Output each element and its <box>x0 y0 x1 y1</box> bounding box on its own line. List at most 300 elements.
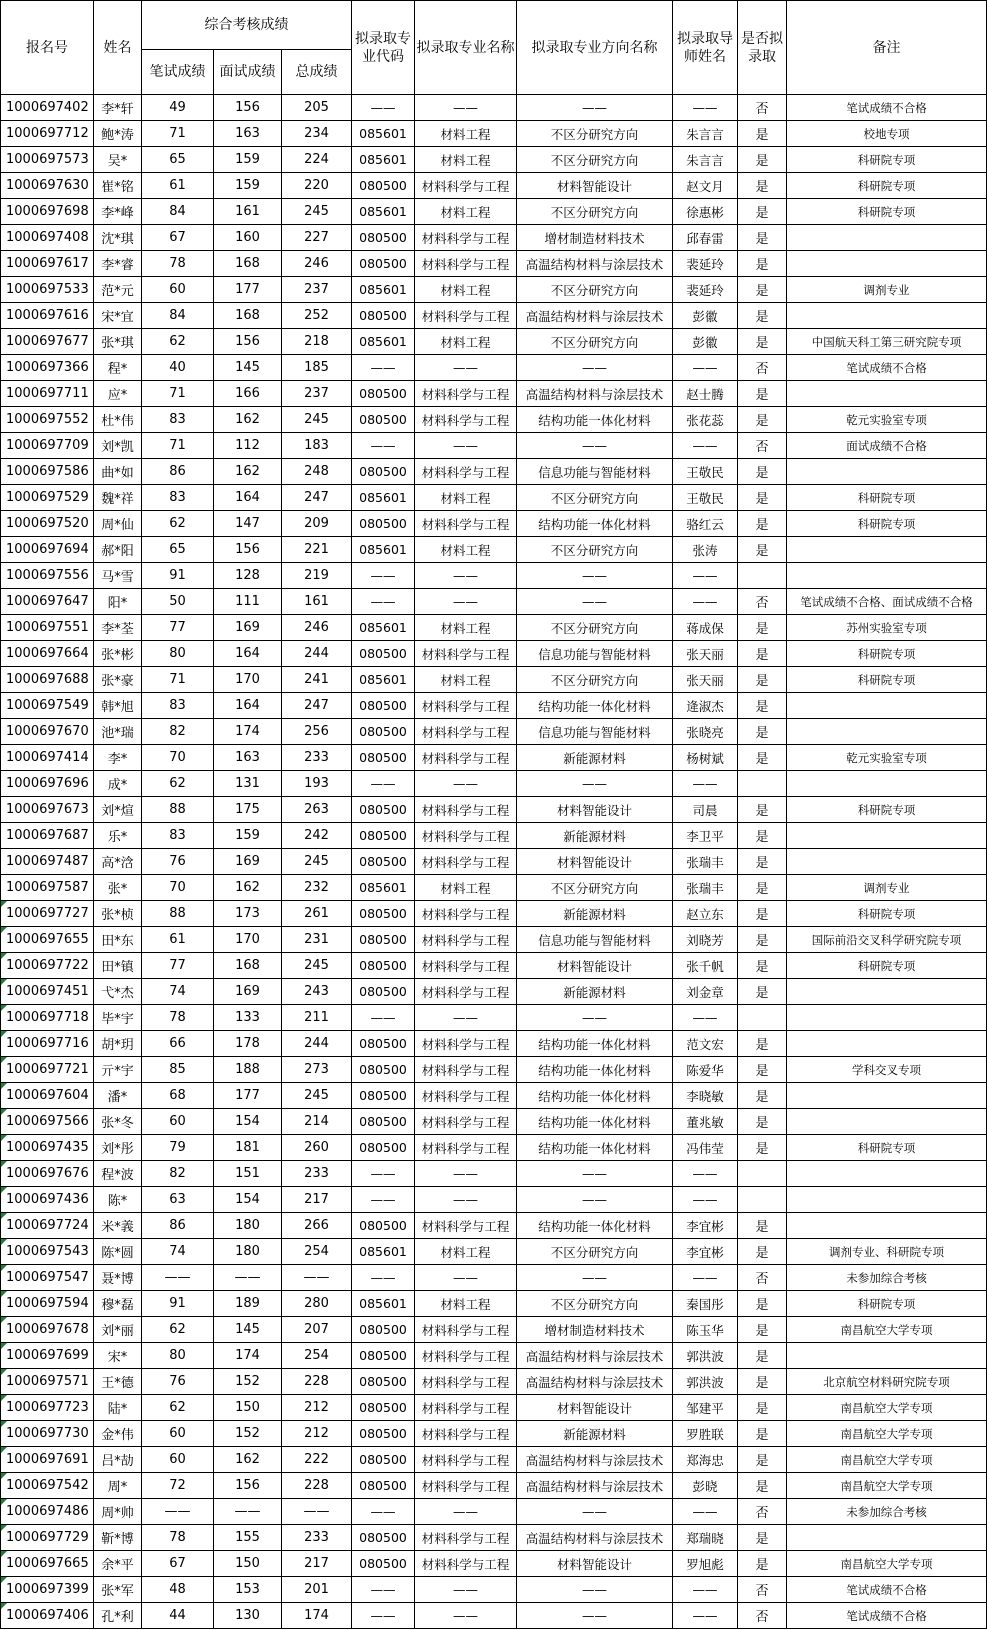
cell-admit: 是 <box>738 1525 787 1551</box>
cell-note <box>787 1005 987 1031</box>
cell-note <box>787 1161 987 1187</box>
cell-total: 185 <box>282 355 352 381</box>
cell-note: 调剂专业、科研院专项 <box>787 1239 987 1265</box>
cell-direction: 结构功能一体化材料 <box>517 407 673 433</box>
cell-admit: 是 <box>738 1109 787 1135</box>
cell-direction: 不区分研究方向 <box>517 1291 673 1317</box>
cell-written: 83 <box>142 693 214 719</box>
cell-interview: 164 <box>214 641 282 667</box>
cell-total: 242 <box>282 823 352 849</box>
header-admit: 是否拟录取 <box>738 1 787 95</box>
table-row <box>1 459 987 485</box>
table-row <box>1 1265 987 1291</box>
cell-id: 1000697617 <box>1 251 94 277</box>
cell-note: 笔试成绩不合格、面试成绩不合格 <box>787 589 987 615</box>
cell-id: 1000697542 <box>1 1473 94 1499</box>
cell-note <box>787 381 987 407</box>
cell-total: 217 <box>282 1187 352 1213</box>
cell-name: 宋*宜 <box>94 303 142 329</box>
cell-code: 080500 <box>352 745 415 771</box>
cell-total: 243 <box>282 979 352 1005</box>
cell-id: 1000697556 <box>1 563 94 589</box>
cell-code: 080500 <box>352 1213 415 1239</box>
cell-major: 材料工程 <box>415 199 517 225</box>
cell-note <box>787 771 987 797</box>
table-row <box>1 979 987 1005</box>
cell-direction: 结构功能一体化材料 <box>517 1109 673 1135</box>
cell-major: —— <box>415 433 517 459</box>
cell-direction: 高温结构材料与涂层技术 <box>517 1369 673 1395</box>
cell-written: 91 <box>142 563 214 589</box>
cell-direction: —— <box>517 1265 673 1291</box>
table-row <box>1 719 987 745</box>
cell-total: 228 <box>282 1473 352 1499</box>
cell-admit: 是 <box>738 1395 787 1421</box>
cell-written: 83 <box>142 823 214 849</box>
cell-note: 校地专项 <box>787 121 987 147</box>
cell-code: 085601 <box>352 537 415 563</box>
cell-interview: 156 <box>214 537 282 563</box>
cell-id: 1000697594 <box>1 1291 94 1317</box>
cell-interview: 162 <box>214 875 282 901</box>
cell-major: 材料科学与工程 <box>415 641 517 667</box>
cell-code: 085601 <box>352 329 415 355</box>
cell-direction: 不区分研究方向 <box>517 329 673 355</box>
cell-note: 南昌航空大学专项 <box>787 1551 987 1577</box>
cell-total: 232 <box>282 875 352 901</box>
table-row <box>1 147 987 173</box>
cell-direction: —— <box>517 589 673 615</box>
cell-total: 201 <box>282 1577 352 1603</box>
cell-direction: 高温结构材料与涂层技术 <box>517 251 673 277</box>
cell-interview: 177 <box>214 1083 282 1109</box>
cell-name: 聂*博 <box>94 1265 142 1291</box>
cell-advisor: —— <box>673 1577 738 1603</box>
cell-interview: 178 <box>214 1031 282 1057</box>
cell-direction: —— <box>517 771 673 797</box>
cell-direction: 结构功能一体化材料 <box>517 1213 673 1239</box>
cell-total: 247 <box>282 693 352 719</box>
table-row <box>1 1551 987 1577</box>
cell-direction: —— <box>517 1161 673 1187</box>
cell-note: 笔试成绩不合格 <box>787 1577 987 1603</box>
cell-advisor: 张天丽 <box>673 641 738 667</box>
cell-advisor: 骆红云 <box>673 511 738 537</box>
cell-written: 84 <box>142 199 214 225</box>
cell-name: 周* <box>94 1473 142 1499</box>
cell-total: 222 <box>282 1447 352 1473</box>
cell-major: 材料科学与工程 <box>415 901 517 927</box>
cell-id: 1000697729 <box>1 1525 94 1551</box>
cell-total: 245 <box>282 199 352 225</box>
cell-name: 郝*阳 <box>94 537 142 563</box>
table-row <box>1 1083 987 1109</box>
cell-code: 085601 <box>352 667 415 693</box>
cell-name: 弋*杰 <box>94 979 142 1005</box>
cell-advisor: 朱言言 <box>673 121 738 147</box>
cell-id: 1000697543 <box>1 1239 94 1265</box>
cell-name: 田*镇 <box>94 953 142 979</box>
cell-name: 刘*煊 <box>94 797 142 823</box>
cell-total: 273 <box>282 1057 352 1083</box>
cell-id: 1000697551 <box>1 615 94 641</box>
cell-major: 材料科学与工程 <box>415 1551 517 1577</box>
cell-interview: 162 <box>214 1447 282 1473</box>
cell-note <box>787 719 987 745</box>
cell-direction: 增材制造材料技术 <box>517 225 673 251</box>
cell-name: 李*轩 <box>94 95 142 121</box>
cell-advisor: 罗胜联 <box>673 1421 738 1447</box>
table-row <box>1 1291 987 1317</box>
cell-id: 1000697573 <box>1 147 94 173</box>
cell-written: 66 <box>142 1031 214 1057</box>
cell-written: 80 <box>142 641 214 667</box>
cell-name: 亓*宇 <box>94 1057 142 1083</box>
cell-admit: 否 <box>738 1499 787 1525</box>
cell-note <box>787 1525 987 1551</box>
cell-total: 261 <box>282 901 352 927</box>
header-note: 备注 <box>787 1 987 95</box>
cell-major: 材料科学与工程 <box>415 303 517 329</box>
cell-major: 材料科学与工程 <box>415 1135 517 1161</box>
cell-name: 马*雪 <box>94 563 142 589</box>
cell-direction: 不区分研究方向 <box>517 199 673 225</box>
cell-major: 材料科学与工程 <box>415 1473 517 1499</box>
cell-code: 085601 <box>352 147 415 173</box>
cell-written: 62 <box>142 1395 214 1421</box>
cell-name: 李* <box>94 745 142 771</box>
cell-advisor: 裴延玲 <box>673 251 738 277</box>
cell-major: 材料科学与工程 <box>415 1447 517 1473</box>
cell-admit: 是 <box>738 1031 787 1057</box>
cell-direction: 信息功能与智能材料 <box>517 927 673 953</box>
cell-direction: 不区分研究方向 <box>517 277 673 303</box>
cell-code: —— <box>352 563 415 589</box>
cell-major: —— <box>415 1187 517 1213</box>
cell-admit: 是 <box>738 511 787 537</box>
header-id: 报名号 <box>1 1 94 95</box>
cell-name: 陈*圆 <box>94 1239 142 1265</box>
cell-advisor: 郑海忠 <box>673 1447 738 1473</box>
table-row <box>1 225 987 251</box>
cell-admit: 是 <box>738 173 787 199</box>
cell-total: 248 <box>282 459 352 485</box>
cell-id: 1000697718 <box>1 1005 94 1031</box>
cell-id: 1000697630 <box>1 173 94 199</box>
cell-interview: 174 <box>214 1343 282 1369</box>
table-header <box>1 1 987 95</box>
cell-written: 65 <box>142 147 214 173</box>
cell-major: 材料科学与工程 <box>415 849 517 875</box>
cell-advisor: 赵文月 <box>673 173 738 199</box>
cell-name: 高*浛 <box>94 849 142 875</box>
cell-code: 080500 <box>352 979 415 1005</box>
cell-advisor: 陈爱华 <box>673 1057 738 1083</box>
table-row <box>1 823 987 849</box>
cell-major: 材料科学与工程 <box>415 1057 517 1083</box>
cell-interview: 169 <box>214 615 282 641</box>
cell-id: 1000697552 <box>1 407 94 433</box>
cell-admit: 是 <box>738 1317 787 1343</box>
table-row <box>1 953 987 979</box>
cell-advisor: 刘金章 <box>673 979 738 1005</box>
cell-interview: 175 <box>214 797 282 823</box>
cell-id: 1000697406 <box>1 1603 94 1629</box>
cell-direction: 高温结构材料与涂层技术 <box>517 1343 673 1369</box>
cell-id: 1000697647 <box>1 589 94 615</box>
cell-id: 1000697402 <box>1 95 94 121</box>
cell-admit: 是 <box>738 277 787 303</box>
cell-admit: 是 <box>738 329 787 355</box>
table-row <box>1 1603 987 1629</box>
cell-code: 080500 <box>352 1395 415 1421</box>
cell-name: 余*平 <box>94 1551 142 1577</box>
cell-admit: 否 <box>738 355 787 381</box>
cell-interview: 168 <box>214 953 282 979</box>
cell-code: 080500 <box>352 1317 415 1343</box>
table-row <box>1 1239 987 1265</box>
cell-advisor: 秦国彤 <box>673 1291 738 1317</box>
cell-total: 233 <box>282 745 352 771</box>
cell-name: 张* <box>94 875 142 901</box>
cell-name: 乐* <box>94 823 142 849</box>
cell-written: 74 <box>142 1239 214 1265</box>
cell-major: —— <box>415 1265 517 1291</box>
table-row <box>1 1135 987 1161</box>
cell-interview: 133 <box>214 1005 282 1031</box>
cell-interview: 164 <box>214 485 282 511</box>
cell-name: 张*豪 <box>94 667 142 693</box>
cell-direction: —— <box>517 1577 673 1603</box>
cell-advisor: —— <box>673 589 738 615</box>
cell-id: 1000697676 <box>1 1161 94 1187</box>
cell-code: 080500 <box>352 1525 415 1551</box>
cell-note: 调剂专业 <box>787 277 987 303</box>
cell-id: 1000697677 <box>1 329 94 355</box>
cell-interview: 189 <box>214 1291 282 1317</box>
cell-major: 材料科学与工程 <box>415 719 517 745</box>
cell-direction: —— <box>517 1005 673 1031</box>
cell-written: 71 <box>142 381 214 407</box>
cell-note: 笔试成绩不合格 <box>787 355 987 381</box>
cell-advisor: 董兆敏 <box>673 1109 738 1135</box>
cell-name: 沈*琪 <box>94 225 142 251</box>
cell-total: 244 <box>282 1031 352 1057</box>
cell-direction: 材料智能设计 <box>517 797 673 823</box>
cell-code: 080500 <box>352 381 415 407</box>
cell-advisor: 李晓敏 <box>673 1083 738 1109</box>
cell-admit: 是 <box>738 875 787 901</box>
cell-written: 61 <box>142 927 214 953</box>
cell-id: 1000697694 <box>1 537 94 563</box>
cell-note <box>787 225 987 251</box>
cell-admit: 是 <box>738 615 787 641</box>
cell-direction: —— <box>517 563 673 589</box>
cell-total: 241 <box>282 667 352 693</box>
cell-advisor: 范文宏 <box>673 1031 738 1057</box>
cell-name: 刘*丽 <box>94 1317 142 1343</box>
cell-id: 1000697436 <box>1 1187 94 1213</box>
cell-id: 1000697673 <box>1 797 94 823</box>
cell-interview: 150 <box>214 1551 282 1577</box>
cell-code: 085601 <box>352 615 415 641</box>
cell-note: 笔试成绩不合格 <box>787 1603 987 1629</box>
cell-name: 陈* <box>94 1187 142 1213</box>
cell-name: 程*波 <box>94 1161 142 1187</box>
cell-total: —— <box>282 1499 352 1525</box>
cell-written: 77 <box>142 615 214 641</box>
table-row <box>1 511 987 537</box>
cell-name: 魏*祥 <box>94 485 142 511</box>
cell-written: 40 <box>142 355 214 381</box>
table-row <box>1 355 987 381</box>
cell-interview: 164 <box>214 693 282 719</box>
cell-advisor: 逄淑杰 <box>673 693 738 719</box>
cell-admit: 是 <box>738 1369 787 1395</box>
cell-code: —— <box>352 771 415 797</box>
cell-admit: 否 <box>738 433 787 459</box>
cell-major: 材料科学与工程 <box>415 1525 517 1551</box>
table-row <box>1 537 987 563</box>
cell-major: —— <box>415 1603 517 1629</box>
table-row <box>1 1109 987 1135</box>
cell-written: 44 <box>142 1603 214 1629</box>
cell-total: 254 <box>282 1239 352 1265</box>
cell-name: 周*帅 <box>94 1499 142 1525</box>
cell-code: 080500 <box>352 251 415 277</box>
cell-note <box>787 979 987 1005</box>
cell-major: 材料科学与工程 <box>415 407 517 433</box>
cell-note <box>787 1083 987 1109</box>
cell-written: 91 <box>142 1291 214 1317</box>
cell-name: 张*军 <box>94 1577 142 1603</box>
cell-id: 1000697571 <box>1 1369 94 1395</box>
cell-admit: 是 <box>738 1447 787 1473</box>
cell-interview: 180 <box>214 1239 282 1265</box>
cell-advisor: 张千帆 <box>673 953 738 979</box>
cell-id: 1000697566 <box>1 1109 94 1135</box>
cell-interview: 174 <box>214 719 282 745</box>
table-row <box>1 771 987 797</box>
table-row <box>1 1187 987 1213</box>
cell-written: 62 <box>142 511 214 537</box>
cell-code: 080500 <box>352 1031 415 1057</box>
cell-id: 1000697698 <box>1 199 94 225</box>
cell-interview: —— <box>214 1499 282 1525</box>
cell-note <box>787 1187 987 1213</box>
cell-admit: 是 <box>738 1239 787 1265</box>
cell-written: 71 <box>142 667 214 693</box>
cell-direction: 结构功能一体化材料 <box>517 1135 673 1161</box>
cell-total: 245 <box>282 849 352 875</box>
cell-total: 263 <box>282 797 352 823</box>
cell-major: 材料科学与工程 <box>415 979 517 1005</box>
cell-interview: 159 <box>214 823 282 849</box>
cell-name: 吕*劼 <box>94 1447 142 1473</box>
cell-direction: 增材制造材料技术 <box>517 1317 673 1343</box>
cell-note: 科研院专项 <box>787 1135 987 1161</box>
cell-total: 174 <box>282 1603 352 1629</box>
cell-written: 70 <box>142 745 214 771</box>
cell-written: 62 <box>142 329 214 355</box>
cell-total: 218 <box>282 329 352 355</box>
table-row <box>1 875 987 901</box>
cell-admit <box>738 1005 787 1031</box>
cell-code: 080500 <box>352 1057 415 1083</box>
cell-code: —— <box>352 433 415 459</box>
cell-id: 1000697696 <box>1 771 94 797</box>
cell-admit: 是 <box>738 147 787 173</box>
table-row <box>1 1473 987 1499</box>
cell-direction: 不区分研究方向 <box>517 121 673 147</box>
cell-direction: 高温结构材料与涂层技术 <box>517 1447 673 1473</box>
cell-code: 080500 <box>352 1083 415 1109</box>
cell-advisor: 蒋成保 <box>673 615 738 641</box>
cell-major: 材料科学与工程 <box>415 1395 517 1421</box>
table-row <box>1 1421 987 1447</box>
cell-direction: 信息功能与智能材料 <box>517 719 673 745</box>
cell-advisor: 罗旭彪 <box>673 1551 738 1577</box>
table-row <box>1 1317 987 1343</box>
cell-note: 乾元实验室专项 <box>787 745 987 771</box>
cell-interview: 128 <box>214 563 282 589</box>
cell-interview: 168 <box>214 251 282 277</box>
cell-name: 范*元 <box>94 277 142 303</box>
cell-note: 南昌航空大学专项 <box>787 1447 987 1473</box>
cell-id: 1000697665 <box>1 1551 94 1577</box>
cell-note <box>787 693 987 719</box>
cell-id: 1000697730 <box>1 1421 94 1447</box>
cell-total: 260 <box>282 1135 352 1161</box>
cell-written: 88 <box>142 797 214 823</box>
cell-advisor: 彭徽 <box>673 329 738 355</box>
cell-written: 60 <box>142 1109 214 1135</box>
cell-code: 085601 <box>352 485 415 511</box>
cell-total: 233 <box>282 1525 352 1551</box>
cell-written: 72 <box>142 1473 214 1499</box>
cell-note: 乾元实验室专项 <box>787 407 987 433</box>
cell-code: —— <box>352 1265 415 1291</box>
table-row <box>1 199 987 225</box>
cell-id: 1000697486 <box>1 1499 94 1525</box>
cell-total: 237 <box>282 277 352 303</box>
cell-id: 1000697670 <box>1 719 94 745</box>
cell-note <box>787 251 987 277</box>
cell-id: 1000697487 <box>1 849 94 875</box>
table-row <box>1 1213 987 1239</box>
cell-id: 1000697655 <box>1 927 94 953</box>
cell-major: 材料工程 <box>415 615 517 641</box>
cell-total: 183 <box>282 433 352 459</box>
header-written: 笔试成绩 <box>142 50 214 95</box>
cell-code: 080500 <box>352 693 415 719</box>
cell-note: 南昌航空大学专项 <box>787 1395 987 1421</box>
cell-written: 82 <box>142 719 214 745</box>
cell-admit <box>738 563 787 589</box>
cell-admit: 是 <box>738 121 787 147</box>
cell-name: 李*峰 <box>94 199 142 225</box>
cell-id: 1000697727 <box>1 901 94 927</box>
cell-id: 1000697691 <box>1 1447 94 1473</box>
header-major: 拟录取专业名称 <box>415 1 517 95</box>
cell-id: 1000697533 <box>1 277 94 303</box>
cell-code: 080500 <box>352 719 415 745</box>
cell-written: 60 <box>142 1421 214 1447</box>
cell-total: 245 <box>282 407 352 433</box>
cell-name: 阳* <box>94 589 142 615</box>
cell-direction: 高温结构材料与涂层技术 <box>517 1473 673 1499</box>
cell-name: 毕*宇 <box>94 1005 142 1031</box>
